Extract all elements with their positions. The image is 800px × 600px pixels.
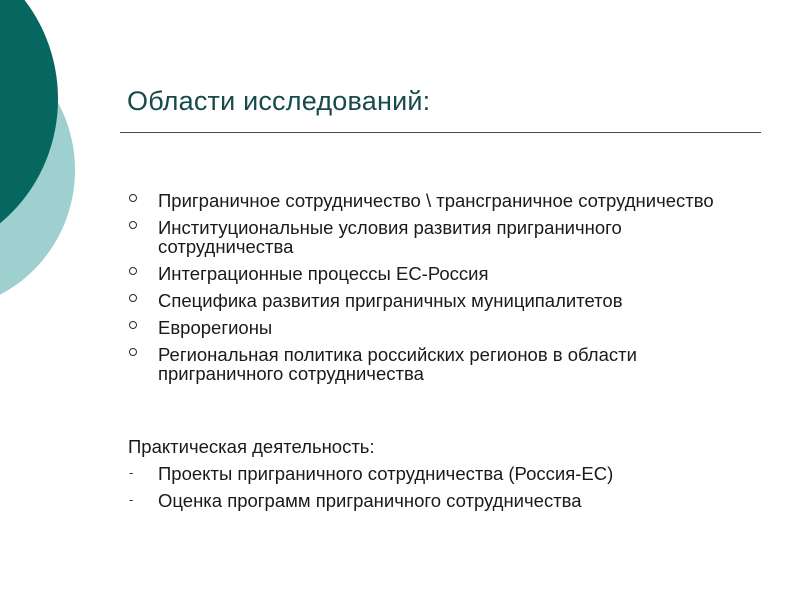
title-divider <box>120 132 761 133</box>
slide-title: Области исследований: <box>127 86 431 116</box>
dash-bullet-icon: - <box>129 492 134 507</box>
circle-bullet-icon <box>129 194 137 202</box>
list-item <box>128 345 758 383</box>
list-item-text: Институциональные условия развития приграничного сотрудничества <box>158 217 622 257</box>
list-item-text: Проекты приграничного сотрудничества (Россия-ЕС) <box>158 463 614 484</box>
list-item-text: Интеграционные процессы ЕС-Россия <box>158 263 489 284</box>
list-item-text: Специфика развития приграничных муниципалитетов <box>158 290 623 311</box>
circle-bullet-icon <box>129 221 137 229</box>
list-item <box>128 291 758 310</box>
list-item <box>128 264 758 283</box>
list-item <box>128 218 758 256</box>
list-item <box>128 491 758 511</box>
practice-heading: Практическая деятельность: <box>128 436 375 457</box>
list-item <box>128 318 758 337</box>
research-areas-list <box>128 191 758 391</box>
list-item-text: Региональная политика российских регионов в области приграничного сотрудничества <box>158 344 637 384</box>
circle-bullet-icon <box>129 267 137 275</box>
circle-bullet-icon <box>129 321 137 329</box>
practice-list <box>128 464 758 518</box>
list-item-text: Оценка программ приграничного сотрудничества <box>158 490 582 511</box>
circle-bullet-icon <box>129 294 137 302</box>
list-item-text: Приграничное сотрудничество \ трансграничное сотрудничество <box>158 190 714 211</box>
dash-bullet-icon: - <box>129 465 134 480</box>
list-item <box>128 464 758 484</box>
circle-bullet-icon <box>129 348 137 356</box>
list-item-text: Еврорегионы <box>158 317 273 338</box>
list-item <box>128 191 758 210</box>
